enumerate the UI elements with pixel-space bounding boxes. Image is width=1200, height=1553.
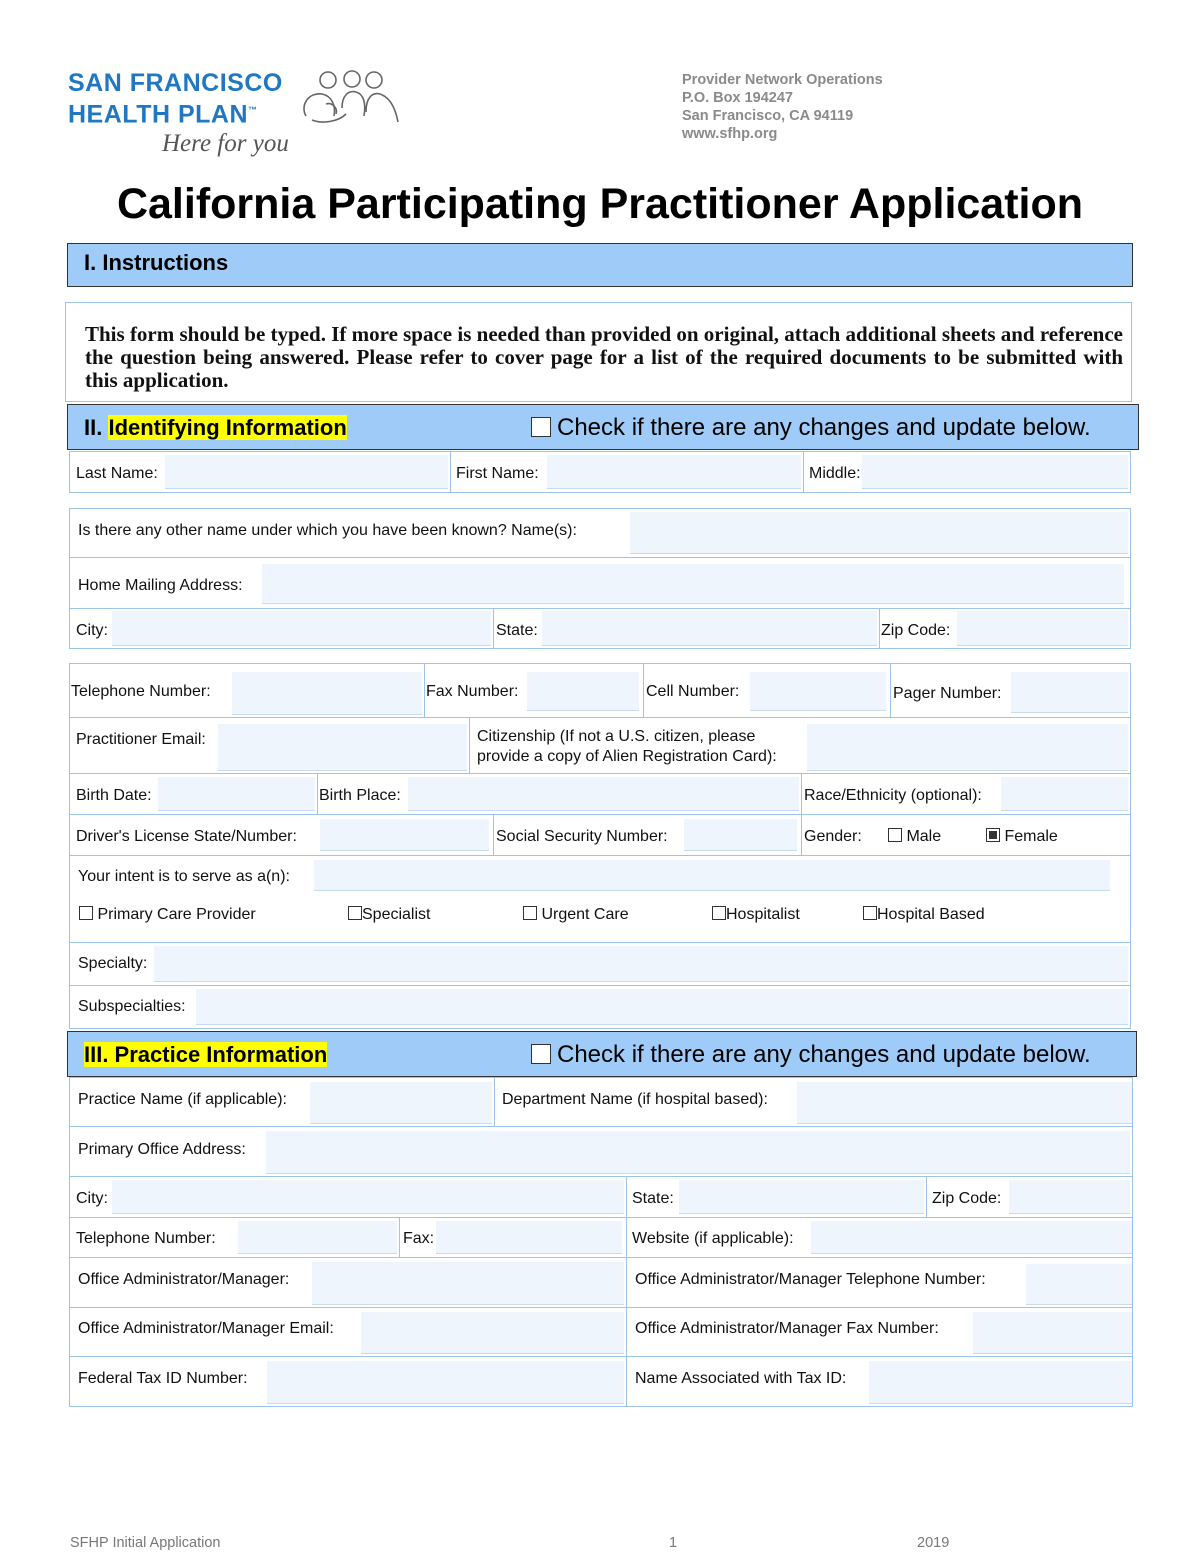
page-title: California Participating Practitioner Application: [116, 180, 1084, 228]
subspecialties-label: Subspecialties:: [78, 998, 186, 1015]
cell-label: Cell Number:: [646, 683, 740, 700]
department-field[interactable]: [797, 1082, 1132, 1124]
intent-label: Your intent is to serve as a(n):: [78, 868, 290, 885]
practice-fax-field[interactable]: [436, 1221, 622, 1254]
phones-row: [69, 663, 1131, 718]
changes-label: Check if there are any changes and update below.: [557, 414, 1091, 441]
zip-label: Zip Code:: [881, 622, 951, 639]
birth-place-label: Birth Place:: [319, 787, 401, 804]
intent-option: Primary Care Provider: [97, 906, 256, 923]
male-checkbox[interactable]: [888, 828, 902, 842]
primary-care-checkbox[interactable]: [79, 906, 93, 920]
section-instructions-header: [67, 243, 1133, 287]
tax-name-label: Name Associated with Tax ID:: [635, 1370, 847, 1387]
subspecialties-field[interactable]: [196, 989, 1128, 1025]
tax-name-field[interactable]: [869, 1361, 1132, 1404]
fax-label: Fax Number:: [426, 683, 519, 700]
changes-checkbox[interactable]: [531, 1044, 551, 1064]
practice-zip-label: Zip Code:: [932, 1190, 1002, 1207]
section-prefix: II.: [84, 415, 109, 440]
address-line: www.sfhp.org: [682, 126, 778, 142]
cell-field[interactable]: [750, 672, 886, 711]
tax-row: [69, 1356, 1133, 1407]
page-number: 1: [669, 1535, 678, 1551]
home-address-label: Home Mailing Address:: [78, 577, 243, 594]
address-line: Provider Network Operations: [682, 72, 883, 88]
male-label: Male: [906, 828, 942, 845]
home-address-row: [69, 557, 1131, 609]
citizenship-field[interactable]: [807, 724, 1128, 771]
primary-address-label: Primary Office Address:: [78, 1141, 246, 1158]
admin-email-label: Office Administrator/Manager Email:: [78, 1320, 334, 1337]
license-label: Driver's License State/Number:: [76, 828, 297, 845]
license-field[interactable]: [320, 819, 489, 851]
specialist-checkbox[interactable]: [348, 906, 362, 920]
tax-id-label: Federal Tax ID Number:: [78, 1370, 248, 1387]
admin-row: [69, 1257, 1133, 1308]
admin-phone-field[interactable]: [1026, 1264, 1132, 1305]
home-address-field[interactable]: [262, 564, 1124, 604]
first-name-label: First Name:: [456, 465, 539, 482]
practice-state-label: State:: [632, 1190, 674, 1207]
specialty-label: Specialty:: [78, 955, 148, 972]
other-name-field[interactable]: [630, 512, 1128, 554]
ssn-label: Social Security Number:: [496, 828, 668, 845]
logo-tm: ™: [248, 105, 258, 115]
practice-fax-label: Fax:: [403, 1230, 435, 1247]
last-name-field[interactable]: [165, 455, 448, 489]
middle-name-field[interactable]: [862, 455, 1128, 489]
admin-email-row: [69, 1307, 1133, 1357]
instructions-text: This form should be typed. If more space is needed than provided on original, attach additional sheets and reference the question being answered. Please refer to cover page for a list of the required documents to be submitted with this application.: [85, 322, 1124, 392]
practice-name-row: [69, 1077, 1133, 1127]
zip-field[interactable]: [957, 611, 1128, 646]
birth-date-label: Birth Date:: [76, 787, 152, 804]
urgent-care-checkbox[interactable]: [523, 906, 537, 920]
pager-label: Pager Number:: [893, 685, 1002, 702]
practice-phone-row: [69, 1217, 1133, 1258]
practice-name-label: Practice Name (if applicable):: [78, 1091, 287, 1108]
hospital-based-checkbox[interactable]: [863, 906, 877, 920]
female-checkbox[interactable]: [986, 828, 1000, 842]
admin-email-field[interactable]: [361, 1312, 624, 1354]
email-field[interactable]: [218, 724, 467, 771]
intent-option: Hospitalist: [726, 906, 800, 923]
footer-year: 2019: [917, 1535, 950, 1551]
changes-label: Check if there are any changes and update below.: [557, 1041, 1091, 1068]
birth-row: [69, 773, 1131, 815]
intent-option: Hospital Based: [877, 906, 985, 923]
city-label: City:: [76, 622, 108, 639]
section-title: Identifying Information: [108, 415, 347, 440]
changes-checkbox[interactable]: [531, 417, 551, 437]
license-ssn-gender-row: [69, 814, 1131, 856]
intent-field[interactable]: [314, 860, 1110, 891]
logo-line2: HEALTH PLAN: [68, 100, 249, 129]
birth-place-field[interactable]: [408, 777, 799, 811]
race-label: Race/Ethnicity (optional):: [804, 787, 982, 804]
address-line: San Francisco, CA 94119: [682, 108, 854, 124]
state-field[interactable]: [542, 611, 877, 646]
practice-city-label: City:: [76, 1190, 108, 1207]
birth-date-field[interactable]: [158, 777, 315, 811]
state-label: State:: [496, 622, 538, 639]
practice-city-field[interactable]: [112, 1180, 624, 1214]
email-label: Practitioner Email:: [76, 731, 206, 748]
logo-line1: SAN FRANCISCO: [68, 69, 283, 97]
last-name-label: Last Name:: [76, 465, 158, 482]
intent-row: [69, 855, 1131, 943]
logo-wordmark: [68, 70, 283, 128]
admin-phone-label: Office Administrator/Manager Telephone Number:: [635, 1271, 986, 1288]
city-state-zip-row: [69, 608, 1131, 649]
subspecialties-row: [69, 985, 1131, 1029]
email-citizenship-row: [69, 717, 1131, 774]
city-field[interactable]: [112, 611, 491, 646]
practice-telephone-field[interactable]: [238, 1221, 397, 1254]
tax-id-field[interactable]: [267, 1361, 624, 1404]
primary-address-field[interactable]: [266, 1131, 1130, 1174]
section-title: I. Instructions: [84, 250, 229, 275]
ssn-field[interactable]: [684, 819, 797, 851]
practice-city-row: [69, 1176, 1133, 1218]
family-logo-icon: [298, 68, 406, 126]
practice-state-field[interactable]: [679, 1180, 924, 1214]
name-row: [69, 451, 1131, 493]
address-line: P.O. Box 194247: [682, 90, 793, 106]
website-field[interactable]: [811, 1221, 1132, 1254]
race-field[interactable]: [1001, 777, 1128, 811]
citizenship-label: Citizenship (If not a U.S. citizen, please provide a copy of Alien Registration Card):: [477, 728, 777, 765]
female-label: Female: [1004, 828, 1058, 845]
first-name-field[interactable]: [547, 455, 801, 489]
admin-fax-field[interactable]: [973, 1312, 1132, 1354]
other-name-row: [69, 508, 1131, 558]
admin-fax-label: Office Administrator/Manager Fax Number:: [635, 1320, 939, 1337]
specialty-row: [69, 942, 1131, 986]
other-name-label: Is there any other name under which you have been known? Name(s):: [78, 522, 577, 539]
logo-tagline: Here for you: [162, 130, 289, 157]
fax-field[interactable]: [527, 672, 639, 711]
contact-address: [682, 71, 883, 143]
practice-telephone-label: Telephone Number:: [76, 1230, 216, 1247]
practice-name-field[interactable]: [310, 1082, 492, 1124]
admin-label: Office Administrator/Manager:: [78, 1271, 290, 1288]
hospitalist-checkbox[interactable]: [712, 906, 726, 920]
section-identifying-header: [67, 404, 1139, 450]
department-label: Department Name (if hospital based):: [502, 1091, 768, 1108]
telephone-label: Telephone Number:: [71, 683, 211, 700]
specialty-field[interactable]: [154, 946, 1128, 982]
telephone-field[interactable]: [232, 672, 422, 715]
middle-name-label: Middle:: [809, 465, 861, 482]
intent-option: Urgent Care: [541, 906, 629, 923]
website-label: Website (if applicable):: [632, 1230, 794, 1247]
pager-field[interactable]: [1011, 672, 1128, 713]
instructions-box: [65, 302, 1132, 402]
admin-field[interactable]: [312, 1262, 624, 1305]
section-practice-header: [67, 1031, 1137, 1077]
gender-label: Gender:: [804, 828, 862, 845]
practice-zip-field[interactable]: [1009, 1180, 1130, 1214]
intent-option: Specialist: [362, 906, 431, 923]
primary-address-row: [69, 1126, 1133, 1177]
footer-left: SFHP Initial Application: [70, 1535, 221, 1551]
section-title: III. Practice Information: [84, 1042, 328, 1067]
